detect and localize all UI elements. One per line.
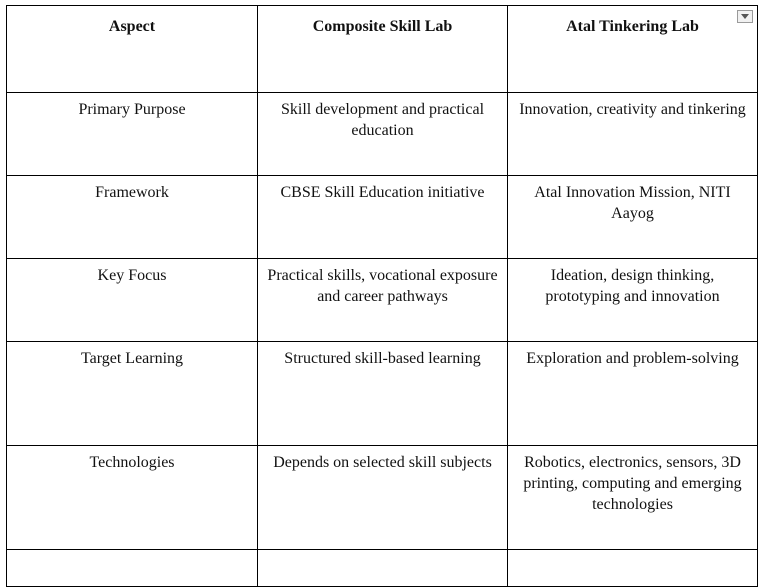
table-row <box>7 259 758 342</box>
table-row <box>7 176 758 259</box>
cell-aspect: Technologies <box>7 446 258 550</box>
header-atal-tinkering-lab: Atal Tinkering Lab <box>508 6 758 93</box>
cell-composite: Skill development and practical education <box>258 93 508 176</box>
cell-atal: Ideation, design thinking, prototyping and innovation <box>508 259 758 342</box>
cell-aspect: Primary Purpose <box>7 93 258 176</box>
cell-composite: Depends on selected skill subjects <box>258 446 508 550</box>
cell-empty <box>7 550 258 587</box>
header-composite-skill-lab: Composite Skill Lab <box>258 6 508 93</box>
cell-atal: Innovation, creativity and tinkering <box>508 93 758 176</box>
table-row <box>7 446 758 550</box>
cell-aspect: Key Focus <box>7 259 258 342</box>
cell-composite: Practical skills, vocational exposure and career pathways <box>258 259 508 342</box>
table-header-row <box>7 6 758 93</box>
cell-composite: Structured skill-based learning <box>258 342 508 446</box>
comparison-table <box>6 5 758 587</box>
cell-atal: Exploration and problem-solving <box>508 342 758 446</box>
cell-composite: CBSE Skill Education initiative <box>258 176 508 259</box>
cell-atal: Atal Innovation Mission, NITI Aayog <box>508 176 758 259</box>
table-row <box>7 342 758 446</box>
cell-aspect: Framework <box>7 176 258 259</box>
table-row-partial <box>7 550 758 587</box>
cell-aspect: Target Learning <box>7 342 258 446</box>
header-aspect: Aspect <box>7 6 258 93</box>
cell-atal: Robotics, electronics, sensors, 3D printing, computing and emerging technologies <box>508 446 758 550</box>
table-row <box>7 93 758 176</box>
cell-empty <box>258 550 508 587</box>
cell-empty <box>508 550 758 587</box>
chevron-down-icon[interactable] <box>737 10 753 23</box>
